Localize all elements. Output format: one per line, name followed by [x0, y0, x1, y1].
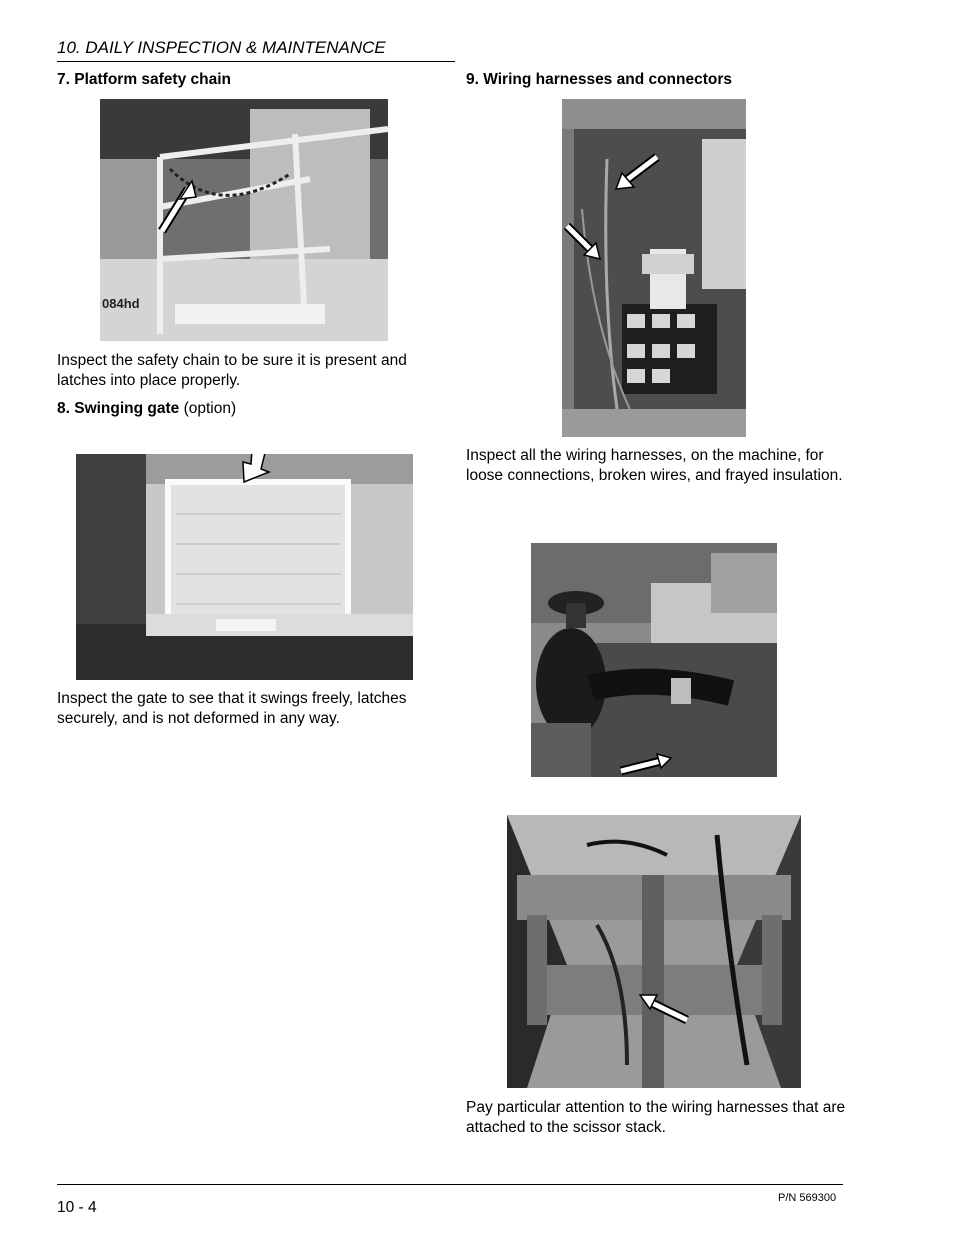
footer-divider: [57, 1184, 843, 1185]
photo-model-label: 084hd: [102, 296, 140, 311]
photo-scissor-stack-harness: [507, 815, 801, 1088]
heading-swinging-gate-option: (option): [179, 400, 237, 417]
heading-platform-safety-chain: 7. Platform safety chain: [57, 71, 232, 88]
text-wiring-inspect: Inspect all the wiring harnesses, on the machine, for loose connections, broken wires, and frayed insulation.: [466, 447, 843, 484]
header-divider: [57, 61, 455, 62]
text-safety-chain: Inspect the safety chain to be sure it is present and latches into place properly.: [57, 352, 407, 389]
heading-swinging-gate-bold: 8. Swinging gate: [57, 400, 180, 417]
photo-wiring-connectors: [562, 99, 746, 437]
photo-engine-harness: [531, 543, 777, 777]
page-number: 10 - 4: [57, 1199, 97, 1216]
heading-wiring-harnesses: 9. Wiring harnesses and connectors: [466, 71, 733, 88]
heading-swinging-gate: [57, 400, 236, 418]
text-scissor-stack: Pay particular attention to the wiring harnesses that are attached to the scissor stack.: [466, 1099, 846, 1136]
text-swinging-gate: Inspect the gate to see that it swings freely, latches securely, and is not deformed in any way.: [57, 690, 407, 727]
section-header-title: 10. DAILY INSPECTION & MAINTENANCE: [57, 38, 386, 57]
part-number: P/N 569300: [778, 1192, 837, 1204]
photo-swinging-gate: [76, 454, 413, 680]
photo-platform-safety-chain: [100, 99, 388, 341]
